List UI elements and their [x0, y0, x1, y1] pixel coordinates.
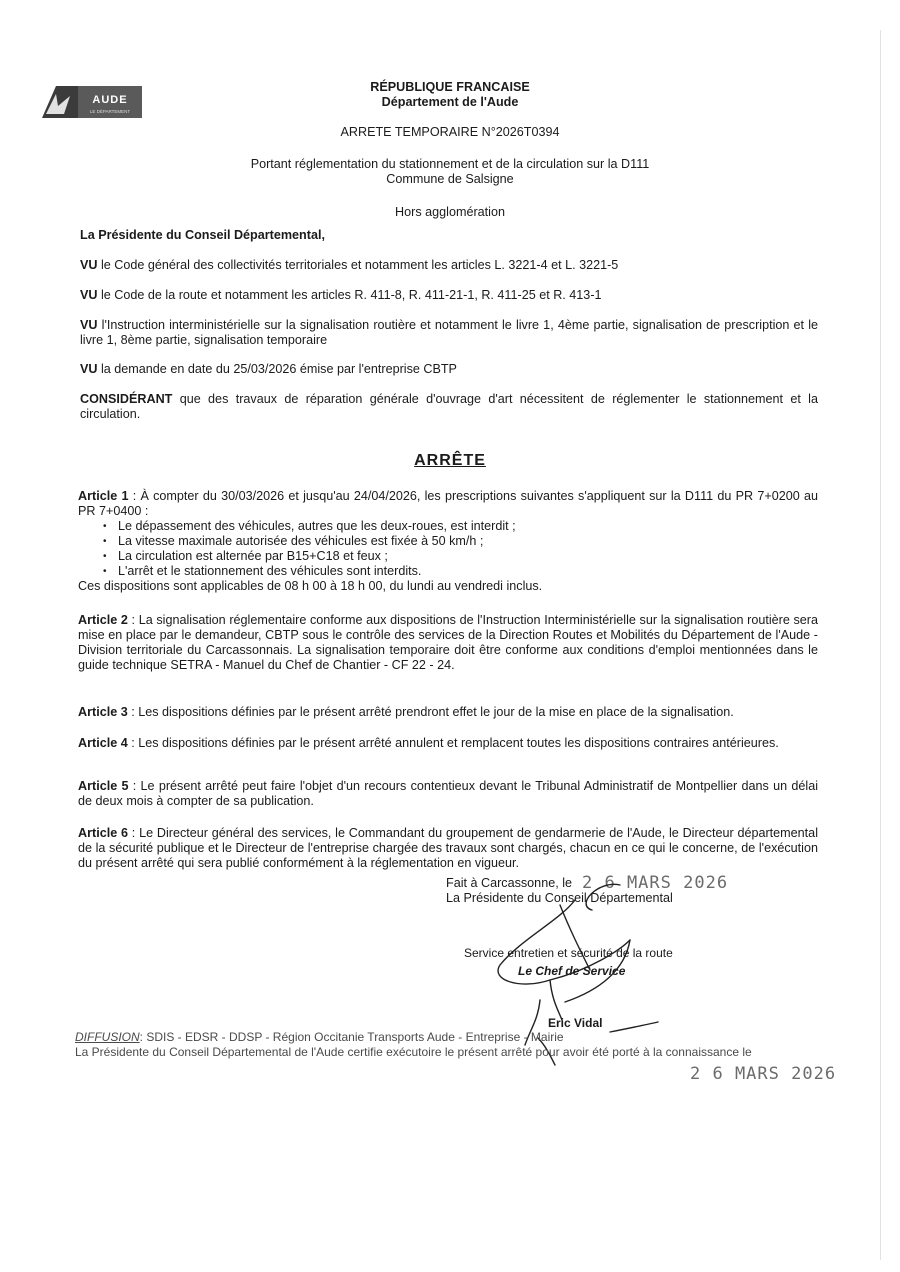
bullet-item: • La circulation est alternée par B15+C18 et feux ;: [103, 549, 818, 564]
article-label: Article 1: [78, 489, 129, 503]
president-line: La Présidente du Conseil Départemental,: [80, 228, 325, 242]
department-label: Département de l'Aude: [381, 95, 519, 109]
article-text: : La signalisation réglementaire conforme aux dispositions de l'Instruction Interministérielle sur la signalisation routière sera mise en place par le demandeur, CBTP sous le contrôle des services de la Direction Routes et Mobilités du Département de l'Aude - Division territoriale du Carcassonnais. La signalisation temporaire doit être conforme aux conditions d'emploi mentionnées dans le guide technique SETRA - Manuel du Chef de Chantier - CF 22 - 24.: [78, 613, 818, 672]
bullet-item: • Le dépassement des véhicules, autres que les deux-roues, est interdit ;: [103, 519, 818, 534]
certification-line: La Présidente du Conseil Départemental de l'Aude certifie exécutoire le présent arrêté pour avoir été porté à la connaissance le: [75, 1045, 752, 1059]
arrete-object: [0, 157, 900, 187]
considerant-text: que des travaux de réparation générale d'ouvrage d'art nécessitent de réglementer le stationnement et la circulation.: [80, 392, 818, 421]
object-line-2: Commune de Salsigne: [386, 172, 514, 186]
article-4: [78, 736, 818, 751]
vu-paragraph-1: [80, 258, 818, 273]
article-text: : Les dispositions définies par le présent arrêté prendront effet le jour de la mise en place de la signalisation.: [127, 705, 734, 719]
certification-date-stamp: 2 6 MARS 2026: [690, 1064, 837, 1084]
vu-paragraph-4: [80, 362, 818, 377]
object-line-1: Portant réglementation du stationnement et de la circulation sur la D111: [250, 157, 650, 171]
date-stamp: 2 6 MARS 2026: [582, 873, 729, 893]
republic-label: RÉPUBLIQUE FRANCAISE: [370, 80, 530, 94]
article-1-bullets: [78, 519, 818, 579]
arrete-number: ARRETE TEMPORAIRE N°2026T0394: [340, 125, 560, 139]
article-1-footer: Ces dispositions sont applicables de 08 h 00 à 18 h 00, du lundi au vendredi inclus.: [78, 579, 543, 593]
vu-paragraph-2: [80, 288, 818, 303]
vu-paragraph-3: [80, 318, 818, 348]
article-3: [78, 705, 818, 720]
vu-text: le Code de la route et notamment les articles R. 411-8, R. 411-21-1, R. 411-25 et R. 413-1: [97, 288, 602, 302]
vu-text: la demande en date du 25/03/2026 émise par l'entreprise CBTP: [97, 362, 457, 376]
logo-text: AUDE: [92, 94, 128, 106]
bullet-item: • L'arrêt et le stationnement des véhicules sont interdits.: [103, 564, 818, 579]
article-label: Article 6: [78, 826, 128, 840]
article-2: [78, 613, 818, 673]
vu-text: le Code général des collectivités territoriales et notamment les articles L. 3221-4 et L. 3221-5: [97, 258, 619, 272]
article-text: : Le présent arrêté peut faire l'objet d'un recours contentieux devant le Tribunal Administratif de Montpellier dans un délai de deux mois à compter de sa publication.: [78, 779, 818, 808]
diffusion-block: [75, 1030, 815, 1060]
logo-subtext: LE DÉPARTEMENT: [89, 109, 131, 114]
article-text: : Le Directeur général des services, le Commandant du groupement de gendarmerie de l'Aude, le Directeur départemental de la sécurité publique et le Directeur de l'entreprise chargée des travaux sont chargés, chacun en ce qui le concerne, de l'exécution du présent arrêté qui sera publié conformément à la réglementation en vigueur.: [78, 826, 818, 870]
chef-de-service: Le Chef de Service: [518, 964, 626, 978]
service-label: Service entretien et sécurité de la route: [464, 946, 673, 960]
fait-a-line: Fait à Carcassonne, le: [446, 876, 572, 890]
article-label: Article 4: [78, 736, 128, 750]
diffusion-label: DIFFUSION: [75, 1030, 140, 1044]
article-label: Article 5: [78, 779, 129, 793]
vu-label: VU: [80, 318, 98, 332]
article-label: Article 3: [78, 705, 128, 719]
vu-label: VU: [80, 362, 98, 376]
arrete-heading: ARRÊTE: [414, 452, 486, 469]
article-text: : À compter du 30/03/2026 et jusqu'au 24/04/2026, les prescriptions suivantes s'appliquent sur la D111 du PR 7+0200 au PR 7+0400 :: [78, 489, 818, 518]
signatory-name: Eric Vidal: [548, 1016, 603, 1030]
article-6: [78, 826, 818, 871]
article-1: [78, 489, 818, 594]
diffusion-text: : SDIS - EDSR - DDSP - Région Occitanie Transports Aude - Entreprise - Mairie: [139, 1030, 564, 1044]
hors-agglomeration: Hors agglomération: [395, 205, 505, 219]
header-title: [0, 80, 900, 110]
considerant-paragraph: [80, 392, 818, 422]
article-text: : Les dispositions définies par le présent arrêté annulent et remplacent toutes les dispositions contraires antérieures.: [127, 736, 779, 750]
president-title: La Présidente du Conseil Départemental: [446, 891, 673, 905]
bullet-item: • La vitesse maximale autorisée des véhicules est fixée à 50 km/h ;: [103, 534, 818, 549]
vu-text: l'Instruction interministérielle sur la signalisation routière et notamment le livre 1, 4ème partie, signalisation de prescription et le livre 1, 8ème partie, signalisation temporaire: [80, 318, 818, 347]
article-5: [78, 779, 818, 809]
diffusion-line: [75, 1030, 815, 1045]
considerant-label: CONSIDÉRANT: [80, 392, 173, 406]
vu-label: VU: [80, 288, 98, 302]
article-label: Article 2: [78, 613, 128, 627]
vu-label: VU: [80, 258, 98, 272]
